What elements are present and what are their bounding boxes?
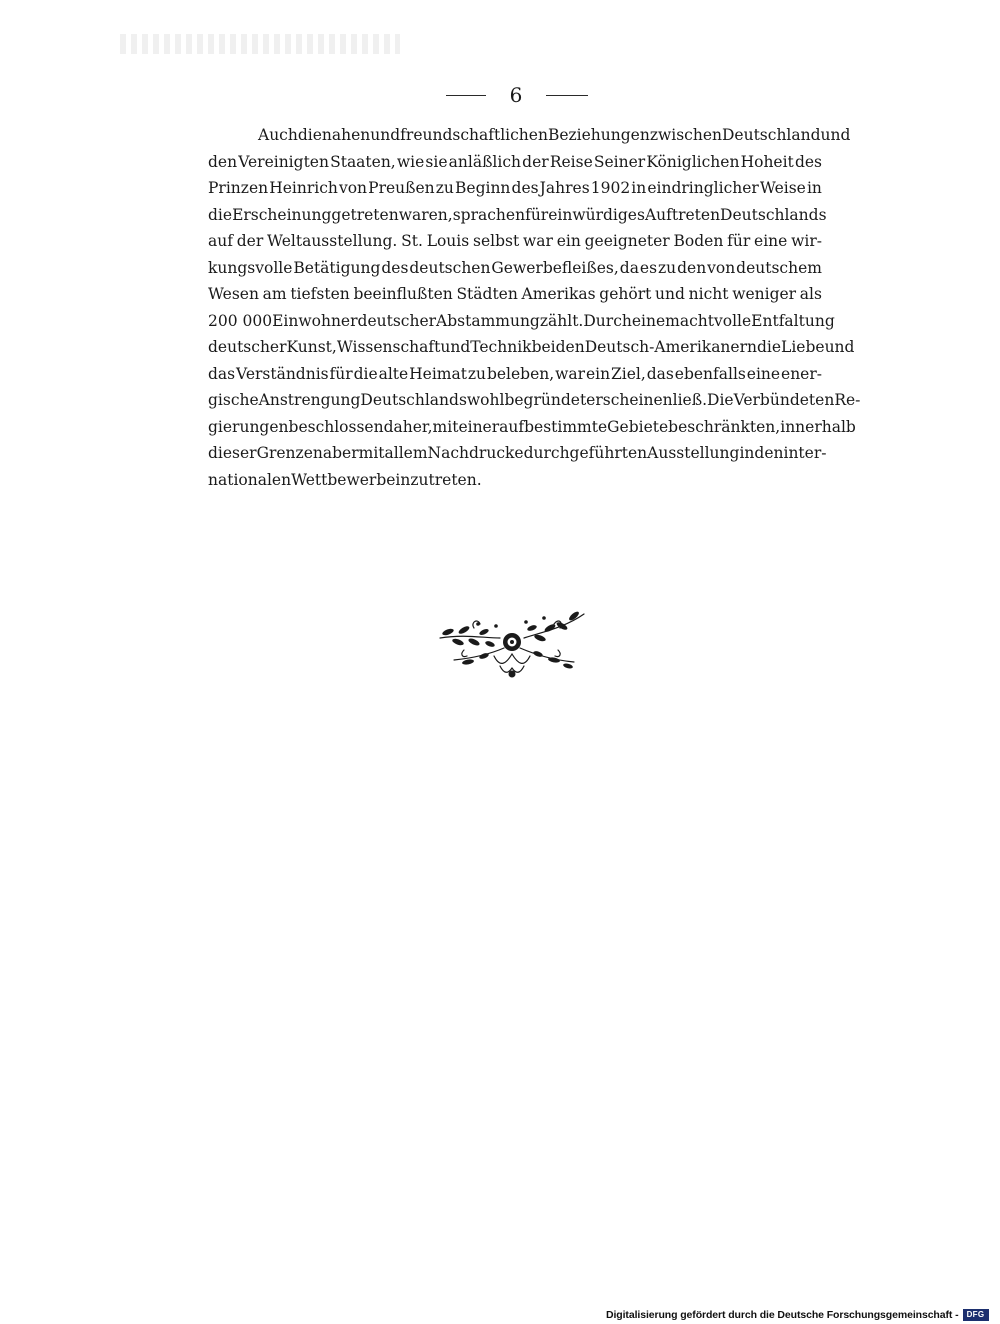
word: bei — [531, 338, 556, 356]
word: ließ. — [672, 391, 708, 409]
word: selbst — [473, 232, 520, 250]
word: mit — [432, 417, 459, 436]
word: Technik — [470, 338, 532, 356]
word: des — [511, 179, 539, 197]
word: deutschen — [409, 258, 491, 277]
word: Heinrich — [269, 179, 338, 197]
word: war — [522, 232, 553, 250]
word: und — [824, 338, 855, 356]
word: daher, — [383, 417, 433, 436]
floral-vignette-icon — [434, 604, 590, 680]
word: zählt. — [539, 311, 584, 330]
word: Liebe — [781, 338, 825, 356]
word: Entfaltung — [751, 311, 835, 330]
word: 1902 — [590, 179, 631, 197]
word: dieser — [208, 444, 257, 462]
word: den — [208, 152, 238, 171]
text-line — [208, 334, 855, 361]
word: Prinzen — [208, 179, 269, 197]
word: mit — [358, 444, 385, 462]
text-line — [208, 149, 822, 176]
word: Staaten, — [330, 152, 396, 171]
word: für — [329, 364, 353, 383]
word: sprachen — [452, 205, 526, 224]
text-line — [208, 387, 861, 414]
word: Deutsch-Amerikanern — [584, 338, 757, 356]
word: Ausstellung — [647, 444, 740, 462]
word: den — [555, 338, 585, 356]
word: beschränkten, — [668, 417, 781, 436]
word: auf — [499, 417, 525, 436]
word: würdiges — [572, 205, 645, 224]
dfg-logo-icon: DFG — [963, 1309, 989, 1321]
text-line — [208, 255, 822, 282]
word: Preußen — [368, 179, 435, 197]
page-number-dash-right — [546, 95, 588, 96]
word: nationalen — [208, 470, 292, 489]
word: durchgeführten — [523, 444, 648, 462]
word: aber — [322, 444, 359, 462]
word: beleben, — [486, 364, 555, 383]
word: Betätigung — [293, 258, 381, 277]
word: da — [619, 258, 639, 277]
word: Einwohner — [272, 311, 358, 330]
word: getreten — [331, 205, 399, 224]
word: zwischen — [649, 126, 722, 144]
word: von — [707, 258, 736, 277]
word: freundschaftlichen — [400, 126, 548, 144]
word: das — [208, 364, 236, 383]
word: machtvolle — [665, 311, 752, 330]
text-line — [208, 414, 856, 441]
word: Städten — [456, 285, 518, 303]
word: die — [297, 126, 322, 144]
word: in — [631, 179, 647, 197]
word: Die — [707, 391, 734, 409]
word: als — [799, 285, 822, 303]
word: Deutschlands — [720, 205, 827, 224]
word: Vereinigten — [238, 152, 329, 171]
word: Seiner — [593, 152, 646, 171]
word: wie — [396, 152, 425, 171]
word: Durch — [583, 311, 632, 330]
word: des — [794, 152, 822, 171]
word: einer — [458, 417, 500, 436]
word: Nachdrucke — [427, 444, 524, 462]
text-line — [208, 440, 827, 467]
word: Verbündeten — [733, 391, 835, 409]
word: Re- — [834, 391, 861, 409]
word: deutscher — [208, 338, 287, 356]
word: nahen — [321, 126, 371, 144]
word: Auftreten — [644, 205, 721, 224]
word: Auch — [258, 126, 298, 144]
word: ener- — [781, 364, 822, 383]
scan-smudge — [120, 34, 400, 54]
word: des — [381, 258, 409, 277]
word: Grenzen — [256, 444, 323, 462]
word: am — [262, 285, 287, 303]
word: geeigneter — [584, 232, 670, 250]
text-line — [208, 308, 835, 335]
word: und — [655, 285, 685, 303]
word: ebenfalls — [674, 364, 746, 383]
page-number: 6 — [509, 83, 523, 107]
text-line — [208, 122, 851, 149]
word: kungsvolle — [208, 258, 293, 277]
body-paragraph — [208, 122, 861, 493]
word: ein — [556, 232, 581, 250]
word: 200 000 — [208, 311, 273, 330]
word: von — [338, 179, 368, 197]
word: einzutreten. — [386, 470, 482, 489]
word: Ziel, — [611, 364, 646, 383]
word: auf — [208, 232, 233, 250]
word: Hoheit — [740, 152, 794, 171]
word: Reise — [549, 152, 593, 171]
text-line — [208, 228, 822, 255]
word: Verständnis — [236, 364, 329, 383]
word: Boden — [673, 232, 724, 250]
word: Gebiete — [607, 417, 669, 436]
page-header — [0, 84, 1000, 108]
word: Gewerbefleißes, — [491, 258, 619, 277]
word: waren, — [398, 205, 453, 224]
word: Erscheinung — [232, 205, 332, 224]
word: in — [739, 444, 755, 462]
text-line — [208, 361, 822, 388]
word: Wesen — [208, 285, 259, 303]
word: der — [236, 232, 264, 250]
word: gische — [208, 391, 259, 409]
word: beschlossen — [288, 417, 384, 436]
word: innerhalb — [780, 417, 856, 436]
word: zu — [467, 364, 487, 383]
word: das — [646, 364, 674, 383]
word: war — [555, 364, 586, 383]
word: der — [522, 152, 549, 171]
word: den — [754, 444, 784, 462]
text-line — [208, 175, 822, 202]
word: Königlichen — [646, 152, 740, 171]
word: und — [820, 126, 851, 144]
word: inter- — [783, 444, 827, 462]
text-line — [208, 467, 822, 494]
word: Amerikas — [521, 285, 596, 303]
word: ein — [585, 364, 611, 383]
word: allem — [384, 444, 428, 462]
word: für — [727, 232, 751, 250]
word: eindringlicher — [647, 179, 759, 197]
word: Jahres — [539, 179, 590, 197]
word: Deutschlands — [360, 391, 467, 409]
word: in — [806, 179, 822, 197]
word: Beziehungen — [547, 126, 650, 144]
word: Weltausstellung. — [267, 232, 398, 250]
text-line — [208, 281, 822, 308]
word: deutschem — [736, 258, 822, 277]
word: Louis — [426, 232, 470, 250]
word: die — [756, 338, 782, 356]
word: ein — [548, 205, 573, 224]
word: anläßlich — [448, 152, 522, 171]
word: die — [353, 364, 378, 383]
word: weniger — [732, 285, 797, 303]
page-number-dash-left — [446, 95, 486, 96]
word: wir- — [791, 232, 822, 250]
word: Abstammung — [436, 311, 540, 330]
word: tiefsten — [290, 285, 350, 303]
word: eine — [754, 232, 788, 250]
word: Heimat — [409, 364, 467, 383]
word: und — [440, 338, 471, 356]
word: Kunst, — [286, 338, 337, 356]
word: erscheinen — [586, 391, 673, 409]
word: für — [525, 205, 549, 224]
word: gehört — [599, 285, 652, 303]
word: zu — [435, 179, 454, 197]
word: beeinflußten — [353, 285, 453, 303]
word: Weise — [759, 179, 806, 197]
footer-credit — [606, 1308, 989, 1322]
footer-text: Digitalisierung gefördert durch die Deutsche Forschungsgemeinschaft - — [606, 1309, 959, 1321]
word: alte — [378, 364, 409, 383]
word: gierungen — [208, 417, 289, 436]
word: bestimmte — [524, 417, 608, 436]
word: nicht — [688, 285, 729, 303]
word: es — [639, 258, 658, 277]
word: begründet — [504, 391, 587, 409]
word: Beginn — [455, 179, 511, 197]
word: Deutschland — [722, 126, 821, 144]
word: und — [370, 126, 401, 144]
word: deutscher — [357, 311, 437, 330]
word: sie — [425, 152, 448, 171]
word: den — [677, 258, 707, 277]
word: eine — [746, 364, 781, 383]
word: Wissenschaft — [336, 338, 441, 356]
word: eine — [631, 311, 666, 330]
text-line — [208, 202, 827, 229]
word: St. — [401, 232, 423, 250]
word: die — [208, 205, 233, 224]
word: wohl — [466, 391, 505, 409]
word: zu — [657, 258, 677, 277]
word: Wettbewerb — [291, 470, 387, 489]
word: Anstrengung — [258, 391, 361, 409]
